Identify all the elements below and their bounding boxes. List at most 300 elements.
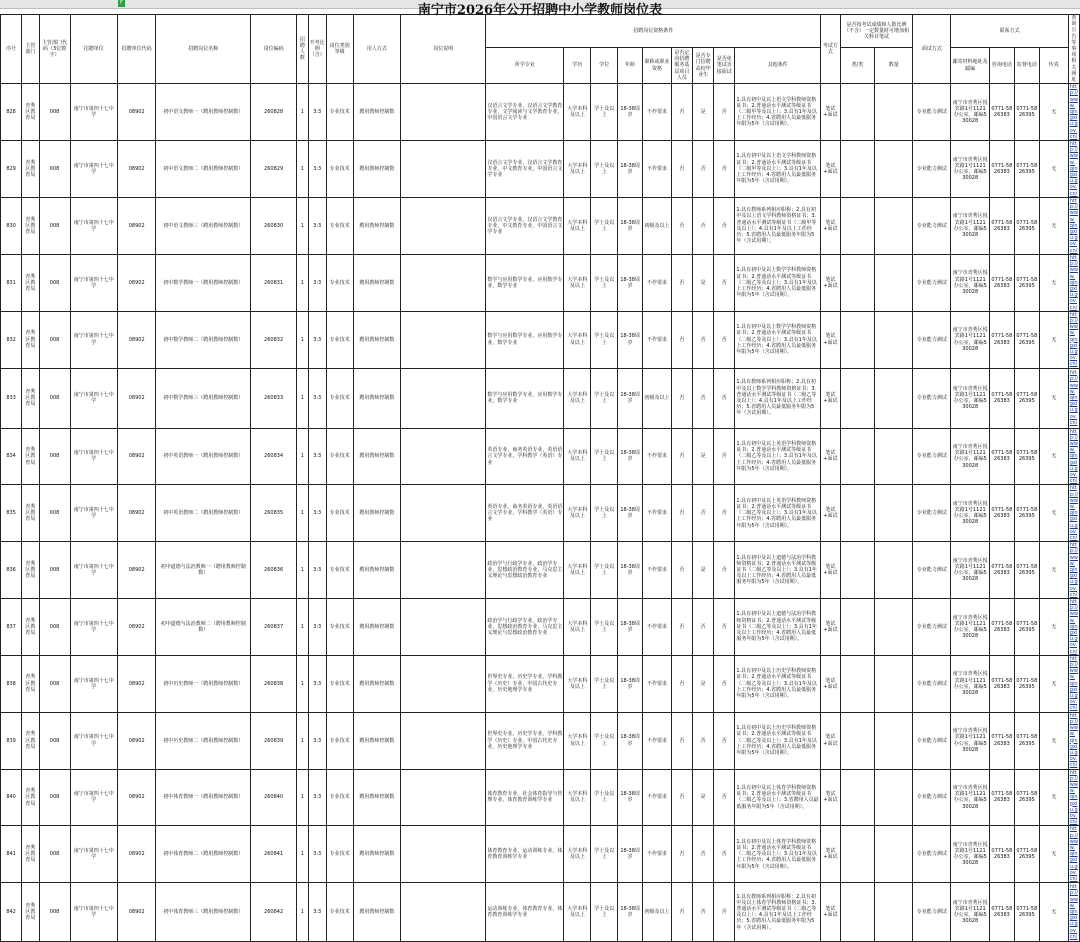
cell-age: 18-38周岁 xyxy=(618,883,643,942)
cell-url-link[interactable]: http://www.qingxiu.gov.cn/ xyxy=(1069,884,1078,940)
cell-dept: 青秀区教育局 xyxy=(22,826,39,883)
cell-count: 1 xyxy=(296,655,308,712)
cell-quota-num xyxy=(875,84,913,141)
cell-degree: 学士及以上 xyxy=(591,883,618,942)
cell-grad: 否 xyxy=(693,197,714,254)
cell-major: 世界史专业，历史学专业，学科教学（历史）专业，中国古代史专业，历史地理学专业 xyxy=(486,655,564,712)
cell-title-req: 初级及以上 xyxy=(643,197,672,254)
cell-dept: 青秀区教育局 xyxy=(22,197,39,254)
cell-exempt: 否 xyxy=(714,826,735,883)
cell-post-name: 初中语文教师二（聘用教师控制数） xyxy=(156,141,251,198)
cell-other: 1.具有初中及以上英语学科教师资格证书；2.普通话水平测试等级证书（二级乙等及以上）；3.具有1年及以上工作经历；4.省聘用人员最低服务年限为5年（含试用期）。 xyxy=(735,485,821,542)
cell-quota-type xyxy=(840,826,874,883)
cell-unit: 南宁市第四十七中学 xyxy=(70,141,118,198)
cell-ratio: 3:3 xyxy=(308,368,326,428)
cell-url-link[interactable]: http://www.qingxiu.gov.cn/ xyxy=(1069,542,1078,598)
header-seq: 序号 xyxy=(1,15,22,84)
cell-fax: 无 xyxy=(1039,311,1068,368)
cell-url-link[interactable]: http://www.qingxiu.gov.cn/ xyxy=(1069,84,1078,140)
cell-interview: 专业能力测试 xyxy=(913,769,951,826)
cell-quota-type xyxy=(840,769,874,826)
cell-degree: 学士及以上 xyxy=(591,428,618,485)
cell-quota-type xyxy=(840,599,874,656)
cell-exempt: 否 xyxy=(714,769,735,826)
cell-quota-num xyxy=(875,769,913,826)
cell-post-desc xyxy=(401,197,486,254)
cell-service: 否 xyxy=(671,769,692,826)
cell-addr: 南宁市青秀区悦宾路1号1121办公室，邮编530028 xyxy=(951,485,989,542)
cell-title-req: 不作要求 xyxy=(643,428,672,485)
table-row xyxy=(1,599,1080,656)
cell-post-name: 初中历史教师一（聘用教师控制数） xyxy=(156,655,251,712)
cell-url-link[interactable]: http://www.qingxiu.gov.cn/ xyxy=(1068,368,1079,428)
cell-fax: 无 xyxy=(1039,599,1068,656)
cell-exam: 笔试+面试 xyxy=(821,141,841,198)
cell-dept-code: 008 xyxy=(39,883,70,942)
cell-unit: 南宁市第四十七中学 xyxy=(70,542,118,599)
cell-degree: 学士及以上 xyxy=(591,197,618,254)
cell-interview: 专业能力测试 xyxy=(913,485,951,542)
cell-degree: 学士及以上 xyxy=(591,712,618,769)
cell-other: 1.具有初中及以上历史学科教师资格证书；2.普通话水平测试等级证书（二级乙等及以上）；3.具有1年及以上工作经历；4.省聘用人员最低服务年限为5年（含试用期）。 xyxy=(735,655,821,712)
cell-exempt: 否 xyxy=(714,368,735,428)
cell-grad: 否 xyxy=(693,368,714,428)
cell-url-link[interactable]: http://www.qingxiu.gov.cn/ xyxy=(1069,254,1078,311)
cell-exempt: 否 xyxy=(714,599,735,656)
cell-exam: 笔试+面试 xyxy=(821,485,841,542)
cell-dept-code: 008 xyxy=(39,311,70,368)
cell-quota-num xyxy=(875,599,913,656)
cell-unit: 南宁市第四十七中学 xyxy=(70,197,118,254)
cell-unit-code: 08902 xyxy=(118,428,156,485)
cell-quota-num xyxy=(875,311,913,368)
cell-seq: 831 xyxy=(1,254,22,311)
table-row xyxy=(1,141,1080,198)
cell-other: 1.具有教师系列相应职称；2.具有初中及以上体育学科教师资格证书；3.普通话水平测试等级证书（二级乙等及以上）；4.具有1年及以上工作经历；5.省聘用人员最低服务年限为5年（含试用期）。 xyxy=(735,883,821,942)
cell-phone: 0771-5826383 xyxy=(989,542,1014,599)
cell-url-link[interactable]: http://www.qingxiu.gov.cn/ xyxy=(1069,769,1078,826)
cell-exempt: 否 xyxy=(714,254,735,311)
header-ratio: 开考比例（含） xyxy=(308,15,326,84)
cell-fax: 无 xyxy=(1039,141,1068,198)
cell-degree: 学士及以上 xyxy=(591,254,618,311)
cell-seq: 838 xyxy=(1,655,22,712)
cell-category: 专业技术 xyxy=(326,542,353,599)
cell-seq: 839 xyxy=(1,712,22,769)
cell-post-code: 260836 xyxy=(251,542,297,599)
cell-seq: 832 xyxy=(1,311,22,368)
cell-age: 18-38周岁 xyxy=(618,368,643,428)
cell-quota-type xyxy=(840,712,874,769)
cell-age: 18-38周岁 xyxy=(618,599,643,656)
cell-exam: 笔试+面试 xyxy=(821,883,841,942)
header-hire-mode: 用人方式 xyxy=(353,15,401,84)
cell-dept-code: 008 xyxy=(39,712,70,769)
cell-other: 1.具有教师系列相应职称；2.具有初中及以上语文学科教师资格证书；3.普通话水平测试等级证书（二级甲等及以上）；4.具有1年及以上工作经历；5.省聘用人员最低服务年限为5年（含试用期）。 xyxy=(735,197,821,254)
cell-count: 1 xyxy=(296,542,308,599)
cell-other: 1.具有初中及以上语文学科教师资格证书；2.普通话水平测试等级证书（二级甲等及以上）；3.具有1年及以上工作经历；4.省聘用人员最低服务年限为5年（含试用期）。 xyxy=(735,141,821,198)
cell-service: 否 xyxy=(671,368,692,428)
cell-addr: 南宁市青秀区悦宾路1号1121办公室，邮编530028 xyxy=(951,826,989,883)
cell-category: 专业技术 xyxy=(326,599,353,656)
cell-quota-type xyxy=(840,428,874,485)
cell-ratio: 3:3 xyxy=(308,197,326,254)
header-degree: 学位 xyxy=(591,47,618,83)
cell-fax: 无 xyxy=(1039,428,1068,485)
cell-age: 18-38周岁 xyxy=(618,769,643,826)
cell-category: 专业技术 xyxy=(326,826,353,883)
header-unit: 招聘单位 xyxy=(70,15,118,84)
cell-other: 1.具有初中及以上语文学科教师资格证书；2.普通话水平测试等级证书（二级甲等及以上）；3.具有1年及以上工作经历；4.省聘用人员最低服务年限为5年（含试用期）。 xyxy=(735,84,821,141)
cell-dept-code: 008 xyxy=(39,368,70,428)
cell-seq: 842 xyxy=(1,883,22,942)
cell-category: 专业技术 xyxy=(326,883,353,942)
cell-service: 否 xyxy=(671,428,692,485)
cell-url-link[interactable]: http://www.qingxiu.gov.cn/ xyxy=(1069,485,1078,541)
header-grad: 是否专门招聘高校毕业生 xyxy=(693,47,714,83)
cell-quota-num xyxy=(875,542,913,599)
cell-exempt: 否 xyxy=(714,485,735,542)
cell-major: 英语专业，商务英语专业，英语语言文学专业，学科教学（英语）专业 xyxy=(486,485,564,542)
cell-hire-mode: 聘用教师控制数 xyxy=(353,826,401,883)
cell-dept: 青秀区教育局 xyxy=(22,712,39,769)
table-row xyxy=(1,542,1080,599)
table-row xyxy=(1,311,1080,368)
cell-interview: 专业能力测试 xyxy=(913,655,951,712)
cell-category: 专业技术 xyxy=(326,311,353,368)
cell-url-link[interactable]: http://www.qingxiu.gov.cn/ xyxy=(1069,599,1078,655)
cell-hire-mode: 聘用教师控制数 xyxy=(353,428,401,485)
cell-hire-mode: 聘用教师控制数 xyxy=(353,883,401,942)
cell-monitor: 0771-5826395 xyxy=(1014,826,1039,883)
page-title: 南宁市2026年公开招聘中小学教师岗位表 xyxy=(417,3,663,18)
cell-count: 1 xyxy=(296,141,308,198)
cell-unit-code: 08902 xyxy=(118,712,156,769)
cell-service: 否 xyxy=(671,655,692,712)
cell-unit: 南宁市第四十七中学 xyxy=(70,254,118,311)
cell-category: 专业技术 xyxy=(326,368,353,428)
cell-exempt: 否 xyxy=(714,428,735,485)
cell-fax: 无 xyxy=(1039,485,1068,542)
cell-seq: 841 xyxy=(1,826,22,883)
cell-dept-code: 008 xyxy=(39,542,70,599)
cell-ratio: 3:3 xyxy=(308,883,326,942)
cell-edu: 大学本科及以上 xyxy=(564,712,591,769)
cell-monitor: 0771-5826395 xyxy=(1014,655,1039,712)
sheet-marker: F xyxy=(118,0,125,7)
cell-quota-type xyxy=(840,254,874,311)
header-quota-type: 类/类 xyxy=(840,47,874,83)
cell-post-desc xyxy=(401,599,486,656)
cell-edu: 大学本科及以上 xyxy=(564,542,591,599)
cell-unit: 南宁市第四十七中学 xyxy=(70,311,118,368)
table-row xyxy=(1,769,1080,826)
cell-edu: 大学本科及以上 xyxy=(564,826,591,883)
cell-unit-code: 08902 xyxy=(118,826,156,883)
cell-degree: 学士及以上 xyxy=(591,311,618,368)
cell-interview: 专业能力测试 xyxy=(913,542,951,599)
cell-exam: 笔试+面试 xyxy=(821,712,841,769)
cell-service: 否 xyxy=(671,883,692,942)
cell-quota-type xyxy=(840,197,874,254)
cell-dept: 青秀区教育局 xyxy=(22,84,39,141)
cell-dept-code: 008 xyxy=(39,655,70,712)
cell-exam: 笔试+面试 xyxy=(821,655,841,712)
cell-fax: 无 xyxy=(1039,542,1068,599)
cell-dept: 青秀区教育局 xyxy=(22,883,39,942)
cell-fax: 无 xyxy=(1039,254,1068,311)
cell-ratio: 3:3 xyxy=(308,599,326,656)
cell-major: 运动训练专业，体育教育专业，体育教育训练学专业 xyxy=(486,883,564,942)
cell-post-name: 初中体育教师一（聘用教师控制数） xyxy=(156,769,251,826)
cell-post-desc xyxy=(401,542,486,599)
cell-degree: 学士及以上 xyxy=(591,599,618,656)
header-service: 是否定向招聘服务基层项目人员 xyxy=(671,47,692,83)
cell-exam: 笔试+面试 xyxy=(821,599,841,656)
cell-post-code: 260839 xyxy=(251,712,297,769)
cell-hire-mode: 聘用教师控制数 xyxy=(353,599,401,656)
cell-other: 1.具有初中及以上英语学科教师资格证书；2.普通话水平测试等级证书（二级乙等及以上）；3.具有1年及以上工作经历；4.省聘用人员最低服务年限为5年（含试用期）。 xyxy=(735,428,821,485)
cell-dept: 青秀区教育局 xyxy=(22,769,39,826)
cell-post-code: 260838 xyxy=(251,655,297,712)
cell-unit: 南宁市第四十七中学 xyxy=(70,368,118,428)
cell-edu: 大学本科及以上 xyxy=(564,599,591,656)
cell-major: 世界史专业，历史学专业，学科教学（历史）专业，中国古代史专业，历史地理学专业 xyxy=(486,712,564,769)
cell-other: 1.具有初中及以上体育学科教师资格证书；2.普通话水平测试等级证书（二级乙等及以上）；3.省聘用人员最低服务年限为5年（含试用期）。 xyxy=(735,769,821,826)
cell-post-desc xyxy=(401,84,486,141)
cell-dept: 青秀区教育局 xyxy=(22,542,39,599)
cell-url-link[interactable]: http://www.qingxiu.gov.cn/ xyxy=(1069,141,1078,197)
cell-quota-num xyxy=(875,428,913,485)
cell-unit-code: 08902 xyxy=(118,599,156,656)
cell-service: 否 xyxy=(671,84,692,141)
cell-exam: 笔试+面试 xyxy=(821,197,841,254)
cell-monitor: 0771-5826395 xyxy=(1014,485,1039,542)
cell-interview: 专业能力测试 xyxy=(913,712,951,769)
header-quota: 是否按考试成绩和人数比例（不含）一定数量时可增加相关科目笔试 xyxy=(840,15,913,48)
cell-dept-code: 008 xyxy=(39,254,70,311)
cell-hire-mode: 聘用教师控制数 xyxy=(353,197,401,254)
cell-edu: 大学本科及以上 xyxy=(564,655,591,712)
cell-ratio: 3:3 xyxy=(308,826,326,883)
cell-category: 专业技术 xyxy=(326,84,353,141)
cell-dept-code: 008 xyxy=(39,485,70,542)
cell-major: 数学与应用数学专业，应用数学专业，数学专业 xyxy=(486,254,564,311)
cell-seq: 836 xyxy=(1,542,22,599)
cell-interview: 专业能力测试 xyxy=(913,599,951,656)
cell-title-req: 不作要求 xyxy=(643,141,672,198)
cell-service: 否 xyxy=(671,485,692,542)
table-row xyxy=(1,84,1080,141)
cell-title-req: 初级及以上 xyxy=(643,883,672,942)
cell-service: 否 xyxy=(671,599,692,656)
cell-ratio: 3:3 xyxy=(308,311,326,368)
cell-addr: 南宁市青秀区悦宾路1号1121办公室，邮编530028 xyxy=(951,141,989,198)
cell-post-name: 初中体育教师三（聘用教师控制数） xyxy=(156,883,251,942)
cell-dept: 青秀区教育局 xyxy=(22,485,39,542)
cell-post-code: 260841 xyxy=(251,826,297,883)
cell-ratio: 3:3 xyxy=(308,769,326,826)
cell-edu: 大学本科及以上 xyxy=(564,141,591,198)
cell-edu: 大学本科及以上 xyxy=(564,485,591,542)
cell-service: 否 xyxy=(671,197,692,254)
cell-phone: 0771-5826383 xyxy=(989,712,1014,769)
cell-edu: 大学本科及以上 xyxy=(564,883,591,942)
cell-url-link[interactable]: http://www.qingxiu.gov.cn/ xyxy=(1069,311,1078,368)
cell-unit-code: 08902 xyxy=(118,485,156,542)
cell-quota-type xyxy=(840,84,874,141)
header-monitor: 监督电话 xyxy=(1014,47,1039,83)
cell-service: 否 xyxy=(671,311,692,368)
header-count: 招聘人数 xyxy=(296,15,308,84)
header-dept-code: 主管部门代码（3位数字） xyxy=(39,15,70,84)
cell-unit-code: 08902 xyxy=(118,542,156,599)
cell-post-name: 初中数学教师三（聘用教师控制数） xyxy=(156,368,251,428)
cell-count: 1 xyxy=(296,485,308,542)
cell-degree: 学士及以上 xyxy=(591,769,618,826)
table-row xyxy=(1,485,1080,542)
cell-unit-code: 08902 xyxy=(118,141,156,198)
cell-unit-code: 08902 xyxy=(118,769,156,826)
cell-dept-code: 008 xyxy=(39,769,70,826)
cell-hire-mode: 聘用教师控制数 xyxy=(353,141,401,198)
cell-quota-type xyxy=(840,655,874,712)
cell-dept-code: 008 xyxy=(39,826,70,883)
cell-fax: 无 xyxy=(1039,655,1068,712)
cell-grad: 是 xyxy=(693,655,714,712)
cell-age: 18-38周岁 xyxy=(618,428,643,485)
cell-unit: 南宁市第四十七中学 xyxy=(70,84,118,141)
cell-grad: 是 xyxy=(693,254,714,311)
cell-post-code: 260828 xyxy=(251,84,297,141)
header-conditions: 招聘岗位资格条件 xyxy=(486,15,821,48)
header-major: 所学专业 xyxy=(486,47,564,83)
cell-post-desc xyxy=(401,368,486,428)
cell-ratio: 3:3 xyxy=(308,141,326,198)
cell-seq: 837 xyxy=(1,599,22,656)
cell-count: 1 xyxy=(296,84,308,141)
cell-url-link[interactable]: http://www.qingxiu.gov.cn/ xyxy=(1069,428,1078,485)
cell-hire-mode: 聘用教师控制数 xyxy=(353,254,401,311)
cell-post-desc xyxy=(401,655,486,712)
cell-exam: 笔试+面试 xyxy=(821,84,841,141)
cell-ratio: 3:3 xyxy=(308,655,326,712)
cell-phone: 0771-5826383 xyxy=(989,826,1014,883)
cell-title-req: 不作要求 xyxy=(643,769,672,826)
cell-quota-num xyxy=(875,254,913,311)
cell-post-name: 初中英语教师二（聘用教师控制数） xyxy=(156,485,251,542)
cell-url-link[interactable]: http://www.qingxiu.gov.cn/ xyxy=(1069,826,1078,882)
cell-monitor: 0771-5826395 xyxy=(1014,84,1039,141)
cell-exempt: 否 xyxy=(714,542,735,599)
cell-phone: 0771-5826383 xyxy=(989,141,1014,198)
cell-interview: 专业能力测试 xyxy=(913,428,951,485)
cell-url-link[interactable]: http://www.qingxiu.gov.cn/ xyxy=(1069,197,1078,254)
cell-interview: 专业能力测试 xyxy=(913,883,951,942)
cell-title-req: 不作要求 xyxy=(643,712,672,769)
table-row xyxy=(1,883,1080,942)
header-age: 年龄 xyxy=(618,47,643,83)
cell-ratio: 3:3 xyxy=(308,485,326,542)
cell-edu: 大学本科及以上 xyxy=(564,311,591,368)
cell-exempt: 否 xyxy=(714,84,735,141)
cell-url-link[interactable]: http://www.qingxiu.gov.cn/ xyxy=(1069,712,1078,769)
cell-fax: 无 xyxy=(1039,84,1068,141)
cell-other: 1.具有初中及以上道德与法治学科教师资格证书；2.普通话水平测试等级证书（二级乙等及以上）；3.具有1年及以上工作经历；4.省聘用人员最低服务年限为5年（含试用期）。 xyxy=(735,542,821,599)
cell-exam: 笔试+面试 xyxy=(821,311,841,368)
cell-hire-mode: 聘用教师控制数 xyxy=(353,712,401,769)
header-addr: 邮寄材料地址及邮编 xyxy=(951,47,989,83)
cell-age: 18-38周岁 xyxy=(618,84,643,141)
cell-degree: 学士及以上 xyxy=(591,826,618,883)
cell-dept: 青秀区教育局 xyxy=(22,141,39,198)
cell-edu: 大学本科及以上 xyxy=(564,84,591,141)
cell-age: 18-38周岁 xyxy=(618,542,643,599)
cell-age: 18-38周岁 xyxy=(618,655,643,712)
cell-major: 政治学与行政学专业，政治学专业，思想政治教育专业，马克思主义理论与思想政治教育专业 xyxy=(486,542,564,599)
cell-addr: 南宁市青秀区悦宾路1号1121办公室，邮编530028 xyxy=(951,428,989,485)
cell-addr: 南宁市青秀区悦宾路1号1121办公室，邮编530028 xyxy=(951,84,989,141)
cell-degree: 学士及以上 xyxy=(591,542,618,599)
header-exempt: 是否免笔试直接面试 xyxy=(714,47,735,83)
cell-fax: 无 xyxy=(1039,368,1068,428)
cell-category: 专业技术 xyxy=(326,141,353,198)
cell-grad: 否 xyxy=(693,485,714,542)
cell-phone: 0771-5826383 xyxy=(989,254,1014,311)
cell-interview: 专业能力测试 xyxy=(913,84,951,141)
cell-major: 数学与应用数学专业，应用数学专业，数学专业 xyxy=(486,368,564,428)
cell-monitor: 0771-5826395 xyxy=(1014,368,1039,428)
cell-service: 否 xyxy=(671,254,692,311)
cell-count: 1 xyxy=(296,826,308,883)
header-url: 查询公告等事项相关网址 xyxy=(1068,15,1079,84)
cell-dept-code: 008 xyxy=(39,599,70,656)
table-body xyxy=(1,84,1080,942)
cell-service: 否 xyxy=(671,542,692,599)
cell-phone: 0771-5826383 xyxy=(989,769,1014,826)
cell-exempt: 否 xyxy=(714,141,735,198)
cell-age: 18-38周岁 xyxy=(618,712,643,769)
cell-dept: 青秀区教育局 xyxy=(22,428,39,485)
cell-unit: 南宁市第四十七中学 xyxy=(70,712,118,769)
cell-phone: 0771-5826383 xyxy=(989,197,1014,254)
cell-interview: 专业能力测试 xyxy=(913,368,951,428)
cell-other: 1.具有初中及以上道德与法治学科教师资格证书；2.普通话水平测试等级证书（二级乙等及以上）；3.具有1年及以上工作经历；4.省聘用人员最低服务年限为5年（含试用期）。 xyxy=(735,599,821,656)
header-title-req: 职称或职业资格 xyxy=(643,47,672,83)
cell-addr: 南宁市青秀区悦宾路1号1121办公室，邮编530028 xyxy=(951,599,989,656)
cell-quota-num xyxy=(875,368,913,428)
cell-url-link[interactable]: http://www.qingxiu.gov.cn/ xyxy=(1069,655,1078,712)
cell-dept-code: 008 xyxy=(39,197,70,254)
cell-grad: 否 xyxy=(693,599,714,656)
cell-seq: 833 xyxy=(1,368,22,428)
cell-phone: 0771-5826383 xyxy=(989,883,1014,942)
cell-unit-code: 08902 xyxy=(118,311,156,368)
header-quota-num: 数量 xyxy=(875,47,913,83)
cell-addr: 南宁市青秀区悦宾路1号1121办公室，邮编530028 xyxy=(951,254,989,311)
cell-post-name: 初中道德与法治教师二（聘用教师控制数） xyxy=(156,599,251,656)
cell-degree: 学士及以上 xyxy=(591,368,618,428)
cell-edu: 大学本科及以上 xyxy=(564,769,591,826)
cell-quota-type xyxy=(840,485,874,542)
cell-unit: 南宁市第四十七中学 xyxy=(70,769,118,826)
cell-dept-code: 008 xyxy=(39,428,70,485)
cell-post-desc xyxy=(401,769,486,826)
cell-category: 专业技术 xyxy=(326,428,353,485)
cell-category: 专业技术 xyxy=(326,712,353,769)
cell-edu: 大学本科及以上 xyxy=(564,428,591,485)
cell-fax: 无 xyxy=(1039,826,1068,883)
